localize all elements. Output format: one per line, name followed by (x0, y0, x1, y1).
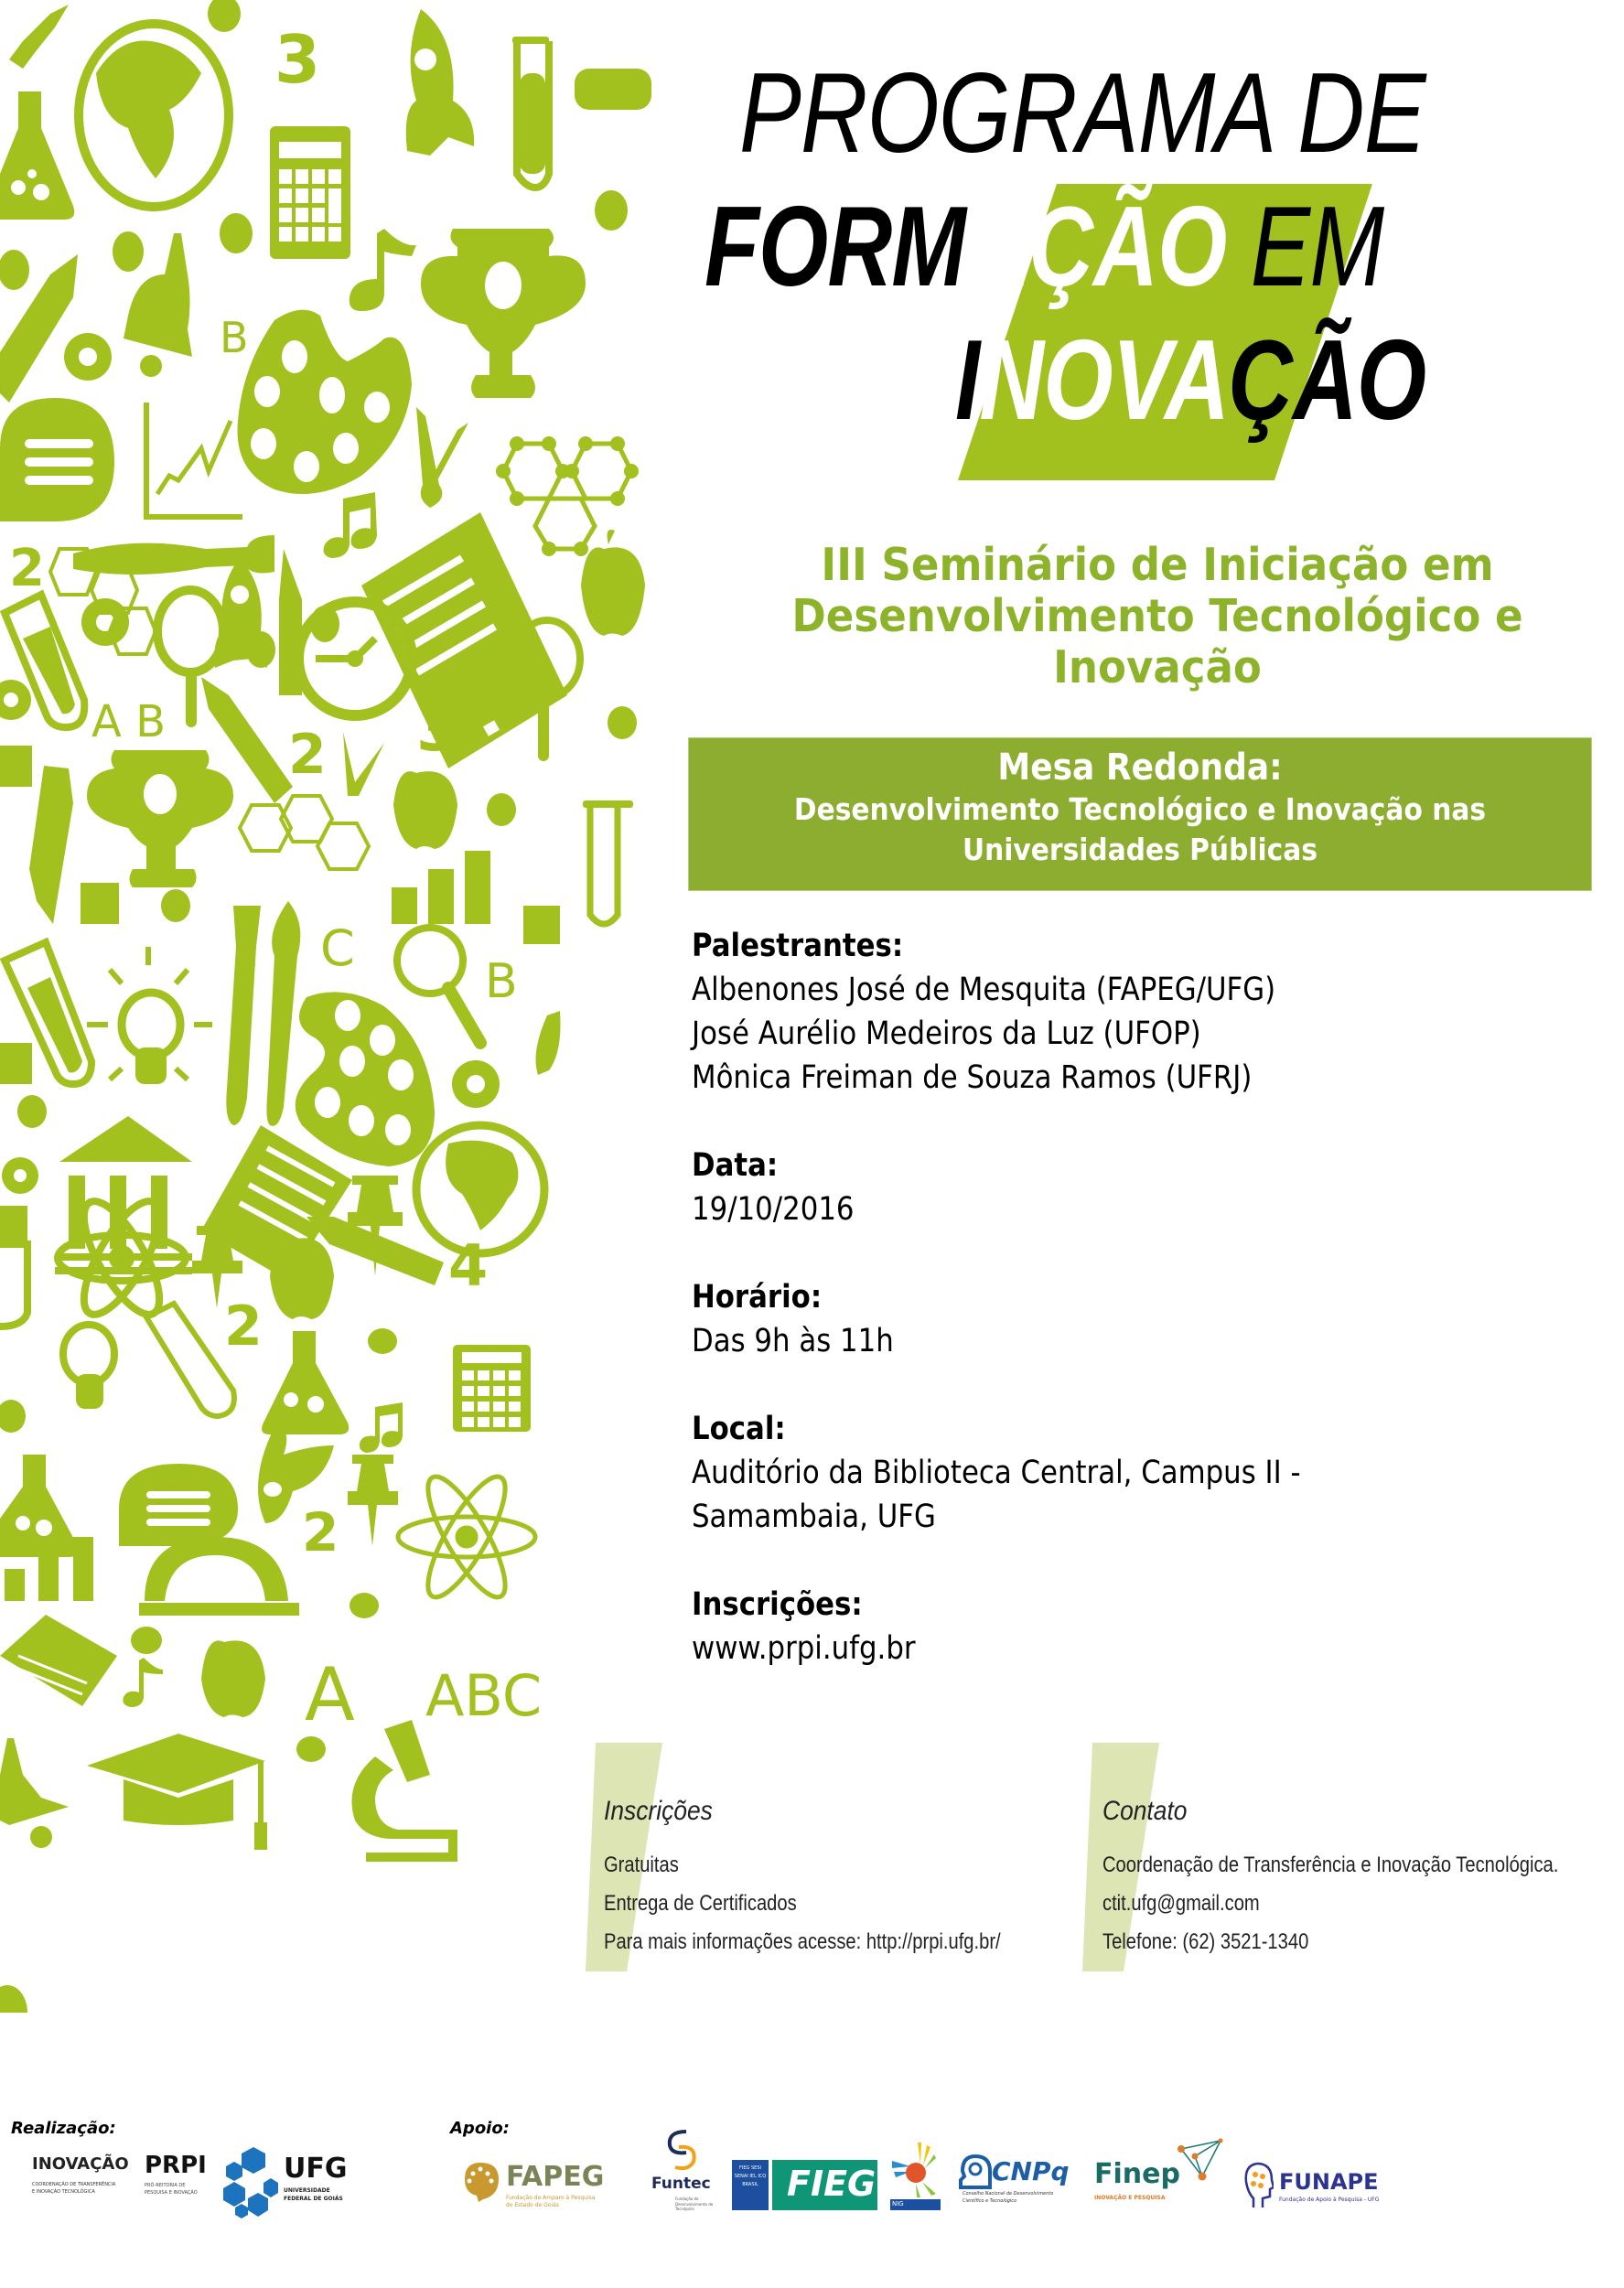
dot-icon (0, 1400, 26, 1433)
finep-logo: Finep INOVAÇÃO E PESQUISA (1094, 2138, 1231, 2211)
dot-icon (296, 1736, 326, 1762)
music-note-icon (350, 229, 416, 311)
dot-icon (608, 706, 637, 739)
flask-icon (0, 1455, 79, 1557)
fountain-pen-icon (536, 1011, 561, 1075)
inovacao-logo: INOVAÇÃO COORDENAÇÃO DE TRANSFERÊNCIA E INOVAÇÃO TECNOLÓGICA (32, 2154, 129, 2195)
banner-subtitle-line-2: Universidades Públicas (962, 832, 1318, 867)
dot-icon (487, 793, 516, 826)
magnifier-icon (397, 928, 480, 1043)
square-shape (0, 1043, 32, 1084)
letter-a-glyph: A (305, 1652, 355, 1737)
banner-title: Mesa Redonda: (997, 747, 1283, 789)
paintbrush-icon (416, 407, 468, 508)
dot-icon (595, 190, 628, 231)
letters-abc-glyph: ABC (425, 1662, 543, 1729)
gear-icon (452, 1060, 500, 1108)
number-3-glyph: 3 (416, 693, 460, 766)
dot-icon (131, 1627, 162, 1654)
number-2-glyph: 2 (9, 539, 45, 598)
registration-url-link[interactable]: www.prpi.ufg.br (692, 1630, 916, 1667)
clock-icon (298, 602, 412, 715)
letters-ab-glyph: A B (91, 696, 167, 747)
registration-label: Inscrições: (692, 1586, 863, 1623)
title-word-nova: NOVA (979, 317, 1230, 444)
speech-bubble-icon (0, 398, 114, 521)
bar-chart-icon (392, 851, 490, 924)
document-icon (361, 512, 567, 768)
trophy-icon (421, 229, 586, 398)
banner-subtitle-line-1: Desenvolvimento Tecnológico e Inovação nas (793, 791, 1487, 827)
speaker-item: Mônica Freiman de Souza Ramos (UFRJ) (692, 1059, 1253, 1096)
atom-icon (398, 1467, 535, 1606)
test-tube-icon (0, 1244, 27, 1327)
compass-icon (343, 732, 384, 796)
nig-label-bar: NIG (890, 2199, 941, 2210)
dot-icon (220, 213, 253, 253)
number-3-glyph: 3 (274, 21, 321, 98)
speech-bubble-icon (119, 1464, 238, 1546)
test-tube-icon (512, 37, 549, 188)
letter-b-glyph: B (485, 954, 518, 1009)
registration-info-column (604, 1795, 1076, 1961)
notepad-icon (0, 1615, 117, 1706)
title-word-em: EM (1250, 184, 1384, 310)
rocket-icon (406, 9, 474, 156)
test-tube-icon (583, 800, 633, 924)
contact-heading: Contato (1102, 1796, 1188, 1826)
apoio-label: Apoio: (450, 2119, 510, 2138)
date-section (692, 1144, 1570, 1231)
date-value: 19/10/2016 (692, 1191, 855, 1228)
location-line-2: Samambaia, UFG (692, 1498, 936, 1535)
funtec-logo: Funtec Fundação de Desenvolvimento de Tecnópolis (650, 2127, 727, 2218)
paint-palette-icon (296, 992, 435, 1166)
flask-icon (0, 91, 74, 220)
speaker-item: Albenones José de Mesquita (FAPEG/UFG) (692, 972, 1276, 1008)
test-tube-tilted-icon (146, 1304, 234, 1416)
location-line-1: Auditório da Biblioteca Central, Campus II - (692, 1455, 1301, 1491)
location-label: Local: (692, 1411, 786, 1447)
letter-b-glyph: B (220, 313, 249, 362)
cnpq-head-icon (959, 2154, 992, 2189)
protractor-icon (139, 1537, 299, 1616)
registration-info-url[interactable]: Para mais informações acesse: http://prpi.ufg.br/ (604, 1929, 1001, 1954)
graduation-cap-icon (87, 1734, 267, 1850)
calculator-icon (270, 126, 350, 259)
title-line-2 (704, 184, 1384, 310)
dot-icon (208, 0, 241, 32)
paint-palette-icon (238, 310, 413, 494)
nig-hands-icon (890, 2141, 941, 2197)
number-4-glyph: 4 (448, 1232, 489, 1299)
dot-icon (368, 1328, 397, 1354)
contact-info-column (1102, 1795, 1624, 1961)
pushpin-icon (348, 1455, 398, 1546)
realizacao-label: Realização: (11, 2119, 116, 2138)
molecule-icon (240, 796, 369, 869)
seminar-heading-line-1: III Seminário de Iniciação em (821, 539, 1494, 591)
bell-icon (0, 1738, 69, 1848)
number-2-glyph: 2 (224, 1294, 263, 1359)
flask-icon (262, 1331, 349, 1434)
music-note-icon (123, 1658, 163, 1707)
square-shape (0, 1206, 27, 1242)
seminar-heading (741, 540, 1575, 693)
ufg-logo: UFG UNIVERSIDADE FEDERAL DE GOIÁS (221, 2145, 350, 2218)
registration-section (692, 1583, 1570, 1670)
title-word-form: FORM (704, 184, 966, 310)
date-label: Data: (692, 1147, 779, 1184)
speaker-item: José Aurélio Medeiros da Luz (UFOP) (692, 1015, 1201, 1052)
square-shape (81, 883, 119, 924)
fieg-system-panel: FIEG SESI SENAI IEL ICQ BRASIL (732, 2160, 769, 2210)
gear-icon (81, 598, 129, 646)
music-note-icon (360, 1402, 403, 1453)
gear-icon (0, 680, 31, 720)
fapeg-logo: FAPEG Fundação de Amparo à Pesquisa do Estado de Goiás (460, 2156, 634, 2211)
music-notes-icon (324, 492, 377, 558)
title-line-3 (955, 317, 1426, 444)
line-chart-icon (146, 403, 242, 517)
time-label: Horário: (692, 1279, 823, 1316)
globe-icon (79, 24, 229, 207)
finep-network-icon (1177, 2138, 1227, 2184)
cnpq-logo: CNPq Conselho Nacional de Desenvolvimento Científico e Tecnológico (959, 2154, 1078, 2209)
time-section (692, 1275, 1570, 1363)
fieg-logo (732, 2160, 878, 2210)
education-icons-collage (0, 0, 695, 2013)
title-line-1: PROGRAMA DE (739, 50, 1425, 177)
ufg-hexagon-icon (221, 2145, 281, 2218)
dot-icon (0, 1985, 27, 2013)
square-shape (0, 746, 32, 787)
letter-c-glyph: C (320, 919, 355, 977)
registration-info-line: Entrega de Certificados (604, 1891, 797, 1916)
contact-organization: Coordenação de Transferência e Inovação Tecnológica. (1102, 1853, 1559, 1877)
trophy-icon (87, 750, 233, 887)
pen-icon (29, 766, 73, 924)
apple-icon (270, 1238, 334, 1319)
title-word-acao: AÇÃO (965, 184, 1227, 310)
lightbulb-icon (87, 947, 212, 1084)
apple-icon (393, 771, 457, 849)
round-table-banner (689, 738, 1591, 890)
title-letter-i: I (955, 317, 980, 444)
funtec-swirl-icon (659, 2127, 704, 2173)
fountain-pen-icon (9, 5, 69, 69)
number-2-glyph: 2 (302, 1501, 339, 1563)
calculator-icon (453, 1345, 531, 1432)
square-shape (523, 906, 560, 944)
contact-email-link[interactable]: ctit.ufg@gmail.com (1102, 1891, 1260, 1916)
dot-icon (350, 1593, 379, 1618)
lightbulb-icon (63, 1325, 114, 1409)
registration-info-heading: Inscrições (604, 1796, 713, 1826)
registration-info-line: Gratuitas (604, 1853, 679, 1877)
dot-icon (113, 231, 144, 272)
apple-icon (201, 1640, 265, 1717)
time-value: Das 9h às 11h (692, 1323, 894, 1359)
paintbrushes-icon (226, 901, 300, 1126)
speakers-label: Palestrantes: (692, 928, 904, 964)
speakers-section (692, 924, 1570, 1100)
seminar-heading-line-2: Desenvolvimento Tecnológico e (791, 590, 1523, 642)
rocket-icon (214, 558, 267, 668)
fapeg-brain-icon (460, 2161, 501, 2202)
title-word-cao: ÇÃO (1229, 317, 1426, 444)
dot-icon (17, 1095, 47, 1128)
funape-logo: FUNAPE Fundação de Apoio à Pesquisa - UFG (1242, 2162, 1380, 2212)
gear-icon (64, 333, 112, 381)
event-details (692, 924, 1570, 1714)
seminar-heading-line-3: Inovação (1053, 641, 1262, 693)
funape-head-icon (1242, 2162, 1274, 2209)
contact-phone: Telefone: (62) 3521-1340 (1102, 1929, 1309, 1954)
gear-icon (2, 1157, 38, 1194)
prpi-logo: PRPI PRÓ-REITORIA DE PESQUISA E INOVAÇÃO (145, 2152, 207, 2196)
apple-icon (581, 530, 645, 636)
nig-logo (886, 2141, 945, 2214)
pill-icon (575, 69, 651, 110)
dot-icon (161, 889, 190, 922)
dot-icon (0, 250, 29, 290)
number-2-glyph: 2 (288, 723, 327, 787)
microscope-icon (351, 1720, 457, 1862)
location-section (692, 1407, 1570, 1539)
fieg-green-panel: FIEG (772, 2160, 877, 2210)
